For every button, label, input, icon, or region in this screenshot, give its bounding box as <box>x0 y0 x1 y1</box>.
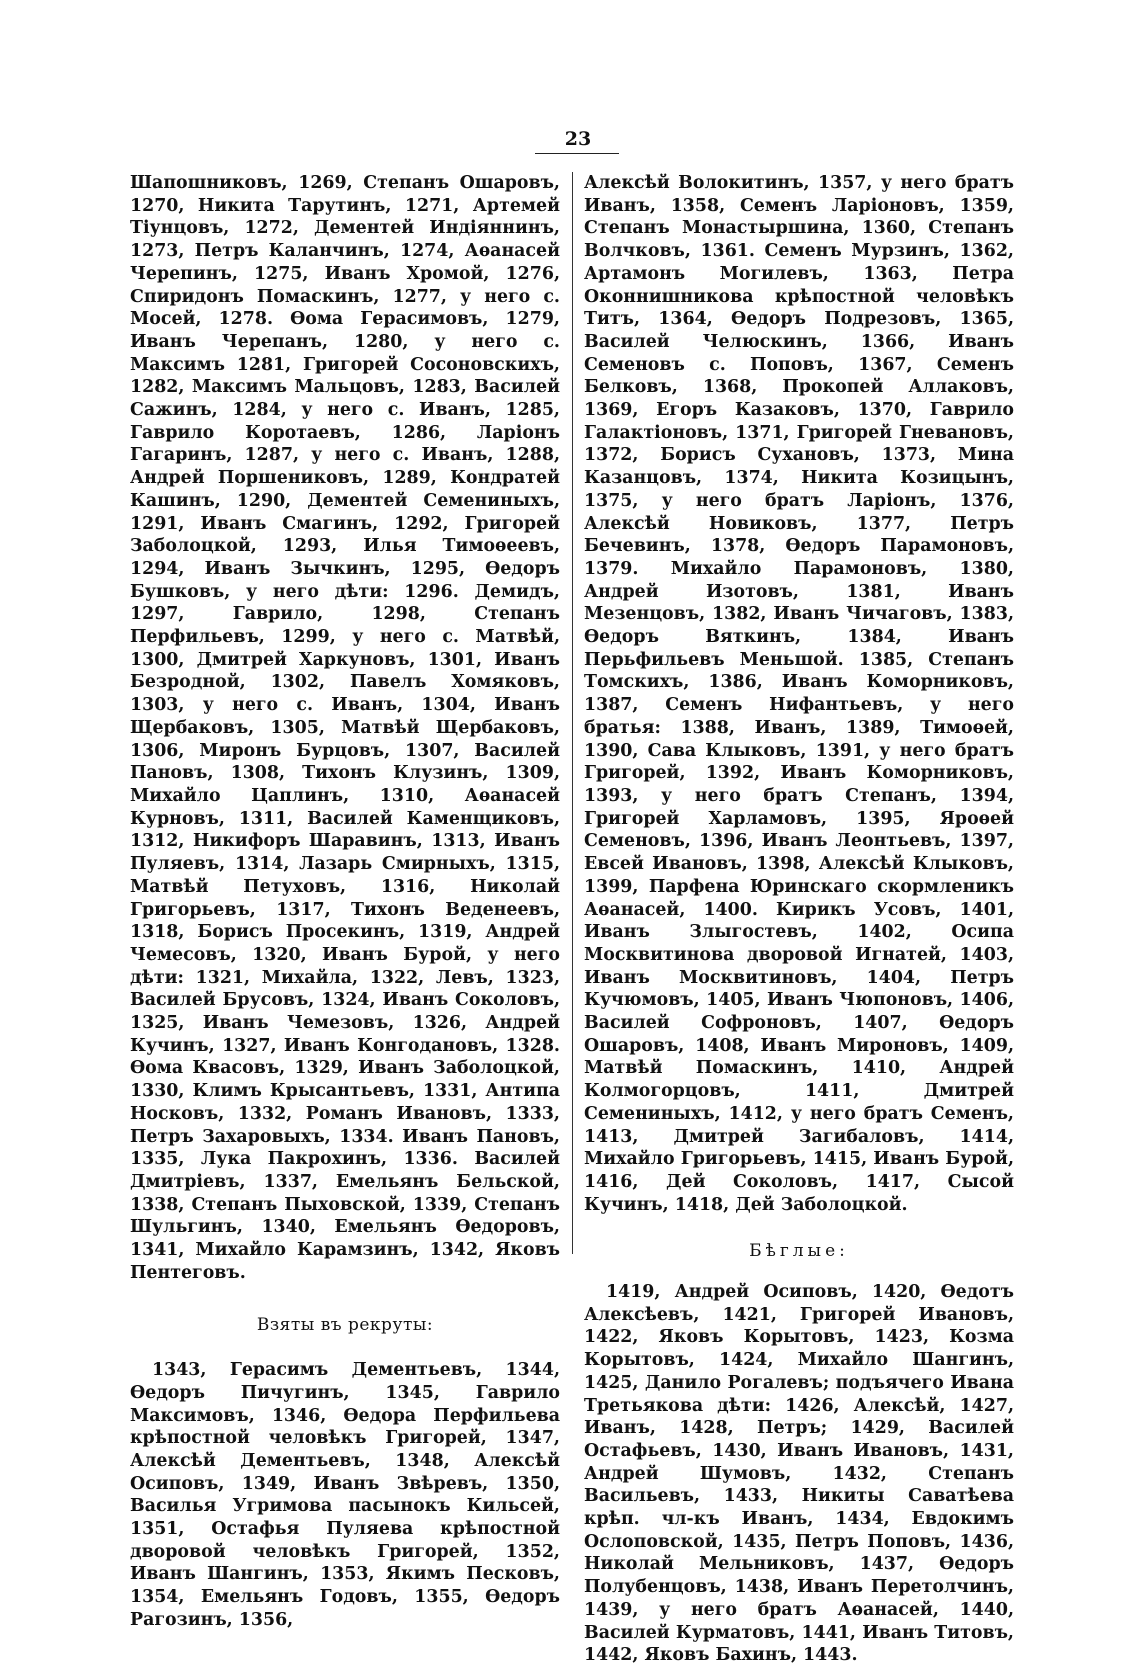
left-paragraph-1: Шапошниковъ, 1269, Степанъ Ошаровъ, 1270, Никита Тарутинъ, 1271, Артемей Тіунцовъ, 1272, Дементей Индіяннинъ, 1273, Петръ Каланчинъ, 1274, Аѳанасей Черепинъ, 1275, Иванъ Хромой, 1276, Спиридонъ Помаскинъ, 1277, у него с. Мосей, 1278. Ѳома Герасимовъ, 1279, Иванъ Черепанъ, 1280, у него с. Максимъ 1281, Григорей Сосоновскихъ, 1282, Максимъ Мальцовъ, 1283, Василей Сажинъ, 1284, у него с. Иванъ, 1285, Гаврило Коротаевъ, 1286, Ларіонъ Гагаринъ, 1287, у него с. Иванъ, 1288, Андрей Поршениковъ, 1289, Кондратей Кашинъ, 1290, Дементей Семениныхъ, 1291, Иванъ Смагинъ, 1292, Григорей Заболоцкой, 1293, Илья Тимоѳеевъ, 1294, Иванъ Зычкинъ, 1295, Ѳедоръ Бушковъ, у него дѣти: 1296. Демидъ, 1297, Гаврило, 1298, Степанъ Перфильевъ, 1299, у него с. Матвѣй, 1300, Дмитрей Харкуновъ, 1301, Иванъ Безродной, 1302, Павелъ Хомяковъ, 1303, у него с. Иванъ, 1304, Иванъ Щербаковъ, 1305, Матвѣй Щербаковъ, 1306, Миронъ Бурцовъ, 1307, Василей Пановъ, 1308, Тихонъ Клузинъ, 1309, Михайло Цаплинъ, 1310, Аѳанасей Курновъ, 1311, Василей Каменщиковъ, 1312, Никифоръ Шаравинъ, 1313, Иванъ Пуляевъ, 1314, Лазарь Смирныхъ, 1315, Матвѣй Петуховъ, 1316, Николай Григорьевъ, 1317, Тихонъ Веденеевъ, 1318, Борисъ Просекинъ, 1319, Андрей Чемесовъ, 1320, Иванъ Бурой, у него дѣти: 1321, Михайла, 1322, Левъ, 1323, Василей Брусовъ, 1324, Иванъ Соколовъ, 1325, Иванъ Чемезовъ, 1326, Андрей Кучинъ, 1327, Иванъ Конгодановъ, 1328. Ѳома Квасовъ, 1329, Иванъ Заболоцкой, 1330, Климъ Крысантьевъ, 1331, Антипа Носковъ, 1332, Романъ Ивановъ, 1333, Петръ Захаровыхъ, 1334. Иванъ Пановъ, 1335, Лука Пакрохинъ, 1336. Василей Дмитріевъ, 1337, Емельянъ Бельской, 1338, Степанъ Пыховской, 1339, Степанъ Шульгинъ, 1340, Емельянъ Ѳедоровъ, 1341, Михайло Карамзинъ, 1342, Яковъ Пентеговъ. <box>130 173 560 1283</box>
recruits-heading: Взяты въ рекруты: <box>256 1315 434 1336</box>
right-column <box>584 172 1014 1667</box>
fugitives-heading: Бѣглые: <box>749 1241 849 1262</box>
left-column <box>130 172 560 1632</box>
page-number: 23 <box>564 128 592 150</box>
recruits-paragraph: 1343, Герасимъ Дементьевъ, 1344, Ѳедоръ Пичугинъ, 1345, Гаврило Максимовъ, 1346, Ѳедора Перфильева крѣпостной человѣкъ Григорей, 1347, Алексѣй Дементьевъ, 1348, Алексѣй Осиповъ, 1349, Иванъ Звѣревъ, 1350, Василья Угримова пасынокъ Кильсей, 1351, Остафья Пуляева крѣпостной дворовой человѣкъ Григорей, 1352, Иванъ Шангинъ, 1353, Якимъ Песковъ, 1354, Емельянъ Годовъ, 1355, Ѳедоръ Рагозинъ, 1356, <box>130 1360 560 1630</box>
right-paragraph-1: Алексѣй Волокитинъ, 1357, у него братъ Иванъ, 1358, Семенъ Ларіоновъ, 1359, Степанъ Монастыршина, 1360, Степанъ Волчковъ, 1361. Семенъ Мурзинъ, 1362, Артамонъ Могилевъ, 1363, Петра Оконнишникова крѣпостной человѣкъ Титъ, 1364, Ѳедоръ Подрезовъ, 1365, Василей Челюскинъ, 1366, Иванъ Семеновъ с. Поповъ, 1367, Семенъ Белковъ, 1368, Прокопей Аллаковъ, 1369, Егоръ Казаковъ, 1370, Гаврило Галактіоновъ, 1371, Григорей Гневановъ, 1372, Борисъ Сухановъ, 1373, Мина Казанцовъ, 1374, Никита Козицынъ, 1375, у него братъ Ларіонъ, 1376, Алексѣй Новиковъ, 1377, Петръ Бечевинъ, 1378, Ѳедоръ Парамоновъ, 1379. Михайло Парамоновъ, 1380, Андрей Изотовъ, 1381, Иванъ Мезенцовъ, 1382, Иванъ Чичаговъ, 1383, Ѳедоръ Вяткинъ, 1384, Иванъ Перьфильевъ Меньшой. 1385, Степанъ Томскихъ, 1386, Иванъ Коморниковъ, 1387, Семенъ Нифантьевъ, у него братья: 1388, Иванъ, 1389, Тимоѳей, 1390, Сава Клыковъ, 1391, у него братъ Григорей, 1392, Иванъ Коморниковъ, 1393, у него братъ Степанъ, 1394, Григорей Харламовъ, 1395, Яроѳей Семеновъ, 1396, Иванъ Леонтьевъ, 1397, Евсей Ивановъ, 1398, Алексѣй Клыковъ, 1399, Парфена Юринскаго скормленикъ Аѳанасей, 1400. Кирикъ Усовъ, 1401, Иванъ Злыгостевъ, 1402, Осипа Москвитинова дворовой Игнатей, 1403, Иванъ Москвитиновъ, 1404, Петръ Кучюмовъ, 1405, Иванъ Чюпоновъ, 1406, Василей Софроновъ, 1407, Ѳедоръ Ошаровъ, 1408, Иванъ Мироновъ, 1409, Матвѣй Помаскинъ, 1410, Андрей Колмогорцовъ, 1411, Дмитрей Семениныхъ, 1412, у него братъ Семенъ, 1413, Дмитрей Загибаловъ, 1414, Михайло Григорьевъ, 1415, Иванъ Бурой, 1416, Дей Соколовъ, 1417, Сысой Кучинъ, 1418, Дей Заболоцкой. <box>584 173 1014 1215</box>
column-divider <box>572 172 573 1254</box>
fugitives-paragraph: 1419, Андрей Осиповъ, 1420, Ѳедотъ Алексѣевъ, 1421, Григорей Ивановъ, 1422, Яковъ Корытовъ, 1423, Козма Корытовъ, 1424, Михайло Шангинъ, 1425, Данило Рогалевъ; подъячего Ивана Третьякова дѣти: 1426, Алексѣй, 1427, Иванъ, 1428, Петръ; 1429, Василей Остафьевъ, 1430, Иванъ Ивановъ, 1431, Андрей Шумовъ, 1432, Степанъ Васильевъ, 1433, Никиты Саватѣева крѣп. чл-къ Иванъ, 1434, Евдокимъ Ослоповской, 1435, Петръ Поповъ, 1436, Николай Мельниковъ, 1437, Ѳедоръ Полубенцовъ, 1438, Иванъ Перетолчинъ, 1439, у него братъ Аѳанасей, 1440, Василей Курматовъ, 1441, Иванъ Титовъ, 1442, Яковъ Бахинъ, 1443. <box>584 1282 1014 1666</box>
header-rule <box>535 153 619 154</box>
